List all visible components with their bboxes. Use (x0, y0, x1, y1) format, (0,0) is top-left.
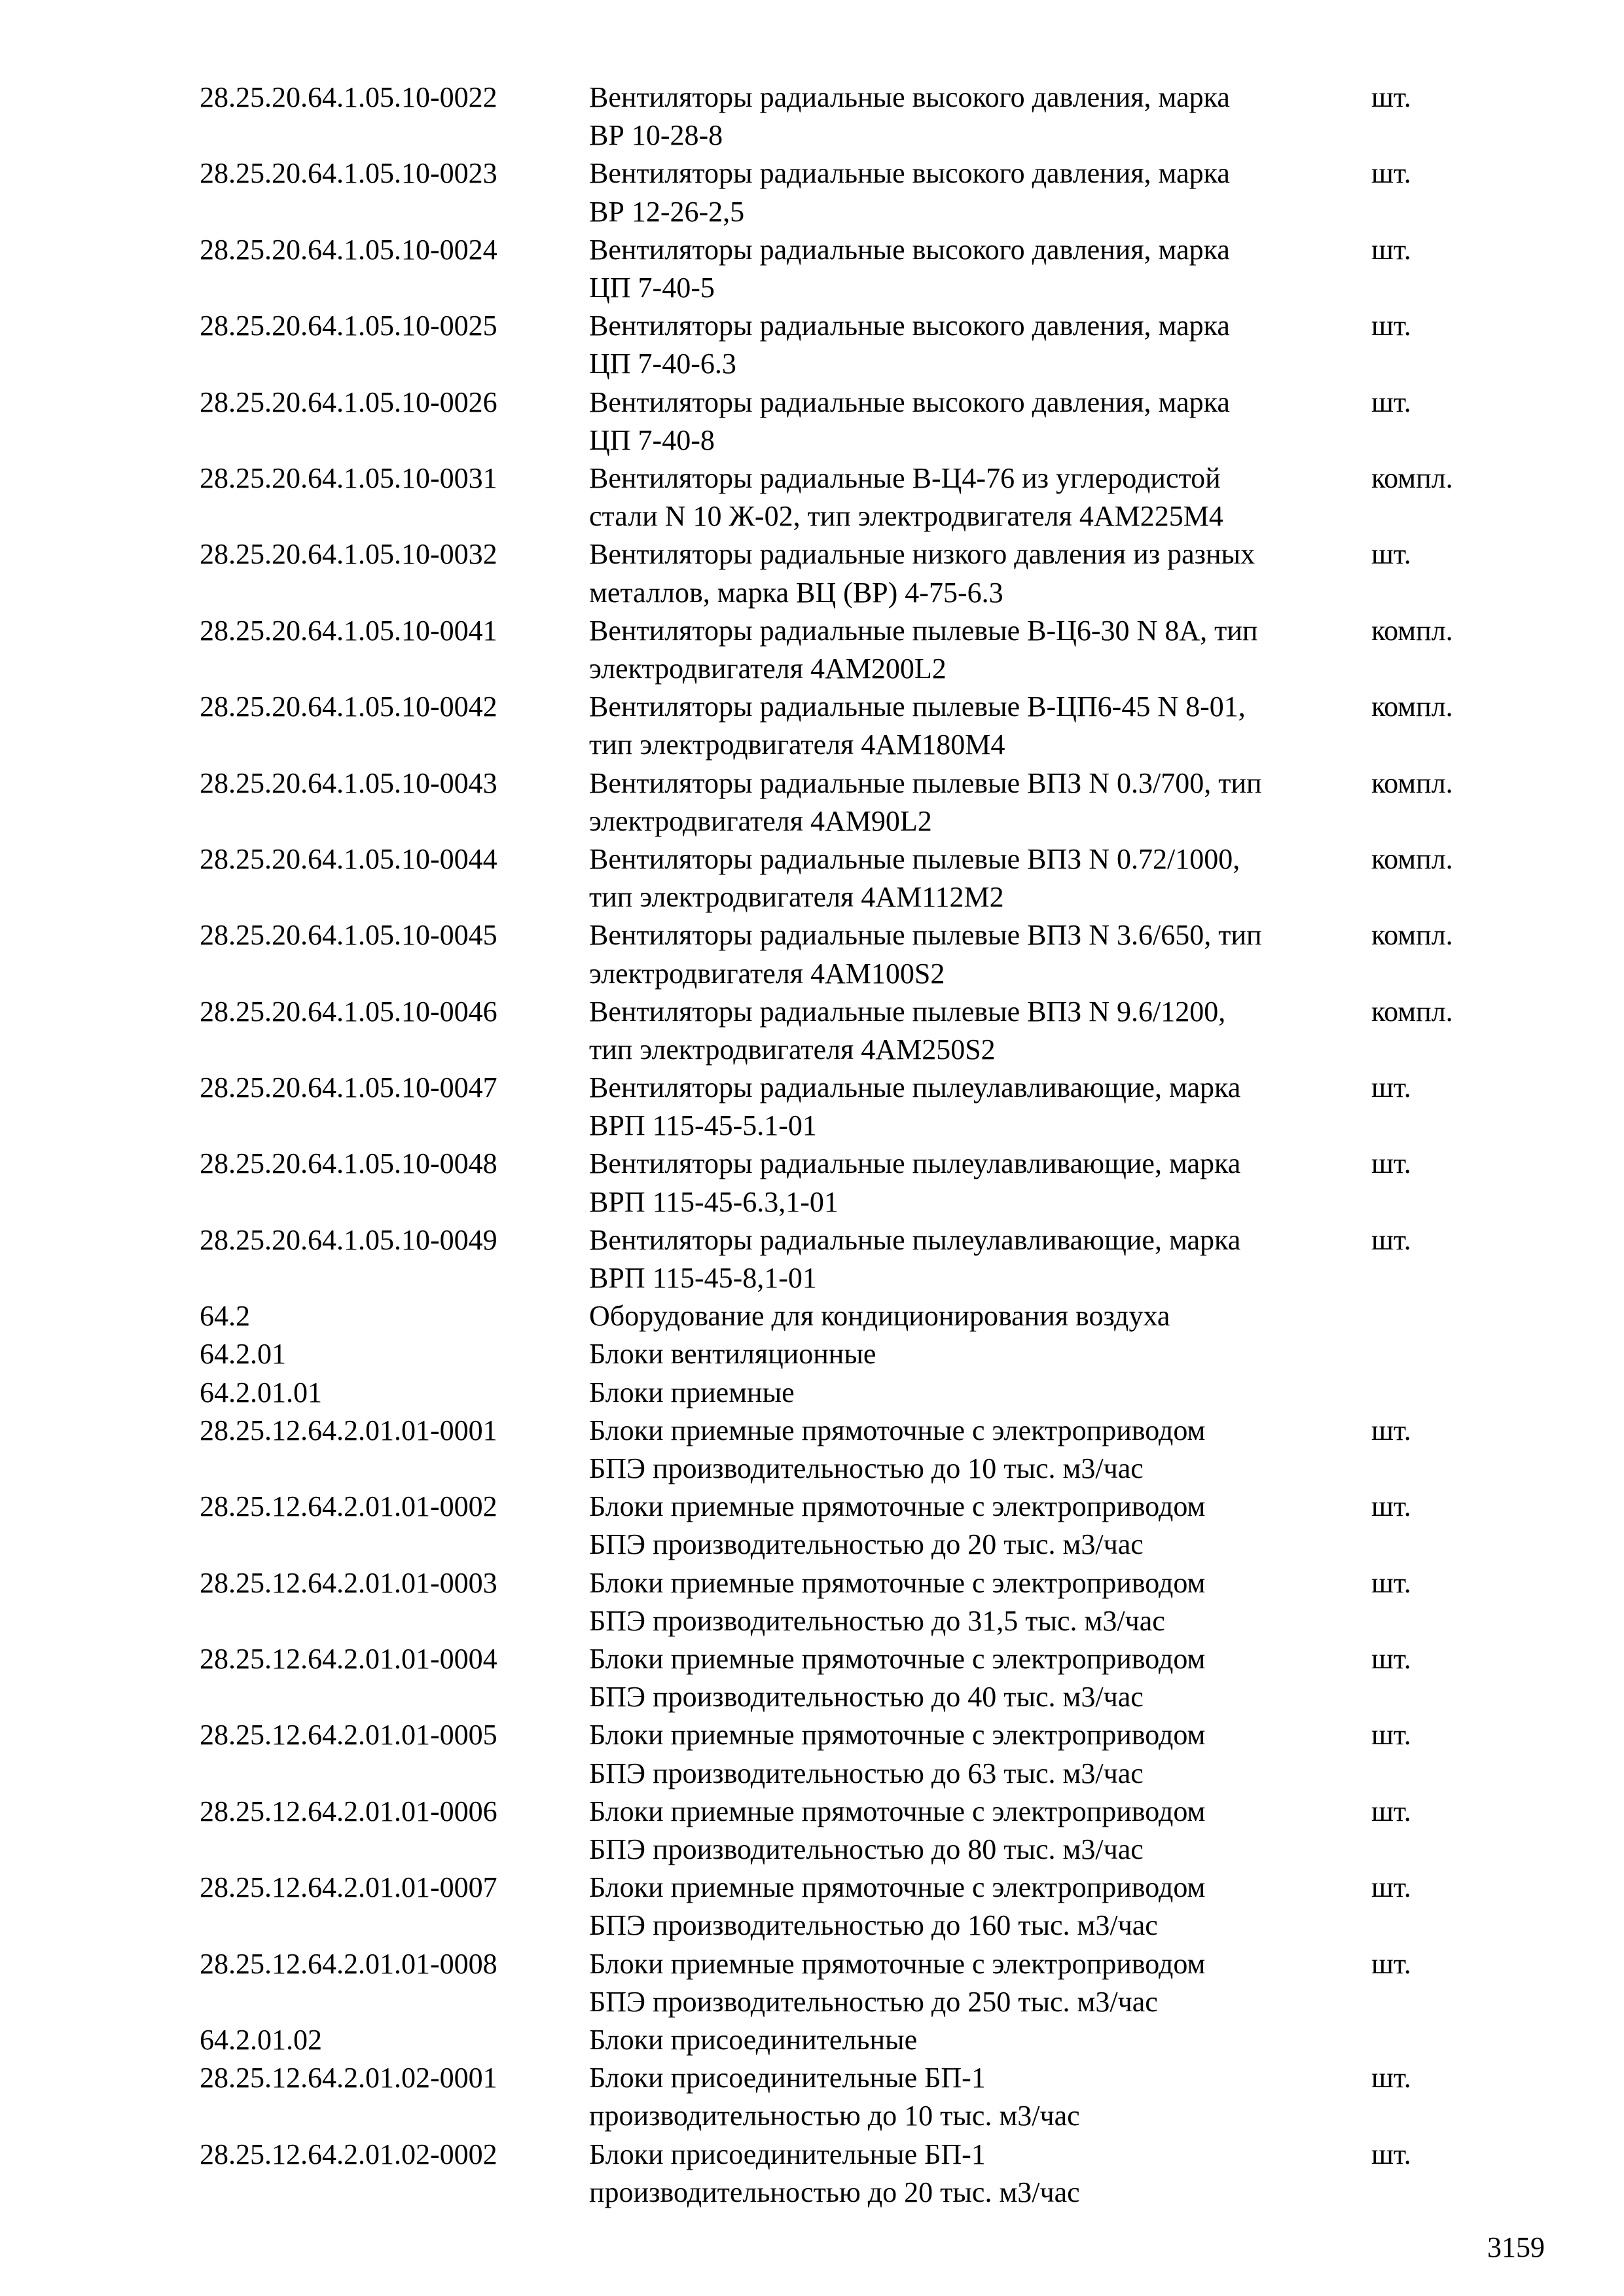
row-unit: шт. (1371, 81, 1411, 113)
row-name-line: Блоки присоединительные (589, 2023, 918, 2056)
row-code: 28.25.12.64.2.01.02-0001 (200, 2062, 497, 2094)
table-row (0, 1640, 1624, 1716)
row-name-line: Вентиляторы радиальные высокого давления, марка (589, 233, 1230, 266)
row-name-line: электродвигателя 4АМ100S2 (589, 957, 945, 990)
row-unit: шт. (1371, 157, 1411, 190)
row-name-line: электродвигателя 4АМ90L2 (589, 804, 932, 837)
row-name-line: БПЭ производительностью до 20 тыс. м3/час (589, 1528, 1144, 1561)
row-name (589, 1335, 1368, 1373)
row-name (589, 612, 1368, 688)
table-row (0, 1069, 1624, 1145)
row-name-line: ВРП 115-45-5.1-01 (589, 1109, 817, 1142)
row-name (589, 79, 1368, 154)
row-unit: шт. (1371, 310, 1411, 342)
table-row (0, 1412, 1624, 1488)
row-name-line: ВРП 115-45-8,1-01 (589, 1262, 817, 1295)
row-name-line: Блоки приемные прямоточные с электроприводом (589, 1795, 1206, 1827)
row-name-line: Вентиляторы радиальные пылеулавливающие, марка (589, 1071, 1241, 1104)
row-name (589, 1412, 1368, 1488)
row-unit: шт. (1371, 1719, 1411, 1751)
row-name-line: Вентиляторы радиальные высокого давления, марка (589, 81, 1230, 113)
row-code: 28.25.20.64.1.05.10-0042 (200, 691, 497, 723)
row-name (589, 1945, 1368, 2021)
page-number: 3159 (1487, 2231, 1545, 2263)
row-name-line: Блоки приемные прямоточные с электроприводом (589, 1642, 1206, 1675)
row-code: 28.25.20.64.1.05.10-0048 (200, 1147, 497, 1180)
row-code: 28.25.20.64.1.05.10-0025 (200, 310, 497, 342)
row-name-line: Блоки приемные прямоточные с электроприводом (589, 1414, 1206, 1446)
row-name (589, 1221, 1368, 1297)
row-name (589, 459, 1368, 535)
row-unit: шт. (1371, 1871, 1411, 1904)
table-row (0, 1945, 1624, 2021)
row-code: 28.25.20.64.1.05.10-0046 (200, 995, 497, 1028)
row-unit: шт. (1371, 2062, 1411, 2094)
table-row (0, 612, 1624, 688)
row-code: 28.25.20.64.1.05.10-0024 (200, 233, 497, 266)
row-name (589, 916, 1368, 992)
row-unit: компл. (1371, 461, 1453, 494)
row-name-line: Блоки приемные (589, 1376, 795, 1408)
row-name-line: ВР 12-26-2,5 (589, 195, 745, 228)
table-row (0, 2136, 1624, 2212)
row-name-line: металлов, марка ВЦ (ВР) 4-75-6.3 (589, 576, 1003, 609)
row-name-line: Вентиляторы радиальные высокого давления, марка (589, 157, 1230, 190)
table-row (0, 79, 1624, 154)
table-row (0, 764, 1624, 840)
row-name-line: стали N 10 Ж-02, тип электродвигателя 4АМ225М4 (589, 500, 1223, 533)
table-row (0, 1374, 1624, 1412)
row-unit: шт. (1371, 233, 1411, 266)
row-name-line: Оборудование для кондиционирования воздуха (589, 1300, 1170, 1333)
row-name-line: Вентиляторы радиальные низкого давления из разных (589, 538, 1255, 571)
row-name-line: ЦП 7-40-6.3 (589, 348, 736, 380)
row-unit: компл. (1371, 919, 1453, 952)
row-unit: компл. (1371, 691, 1453, 723)
row-name-line: тип электродвигателя 4АМ180М4 (589, 728, 1005, 761)
row-name-line: Вентиляторы радиальные пылевые ВПЗ N 0.72/1000, (589, 842, 1240, 875)
row-code: 28.25.12.64.2.01.01-0005 (200, 1719, 497, 1751)
row-unit: компл. (1371, 614, 1453, 647)
row-name (589, 2021, 1368, 2059)
row-name (589, 2059, 1368, 2135)
row-code: 28.25.12.64.2.01.02-0002 (200, 2138, 497, 2170)
row-code: 28.25.20.64.1.05.10-0022 (200, 81, 497, 113)
table-row (0, 384, 1624, 459)
row-unit: шт. (1371, 538, 1411, 571)
row-unit: шт. (1371, 1223, 1411, 1256)
row-code: 28.25.20.64.1.05.10-0041 (200, 614, 497, 647)
row-name (589, 1145, 1368, 1221)
row-name-line: БПЭ производительностью до 40 тыс. м3/час (589, 1681, 1144, 1713)
row-code: 64.2.01.02 (200, 2023, 322, 2056)
row-name (589, 1640, 1368, 1716)
row-name (589, 1716, 1368, 1792)
row-name-line: ВР 10-28-8 (589, 119, 723, 152)
row-name-line: Вентиляторы радиальные пылевые ВПЗ N 0.3/700, тип (589, 766, 1262, 799)
row-code: 28.25.12.64.2.01.01-0004 (200, 1642, 497, 1675)
table-row (0, 1564, 1624, 1640)
row-code: 28.25.12.64.2.01.01-0001 (200, 1414, 497, 1446)
row-name (589, 993, 1368, 1069)
table-row (0, 840, 1624, 916)
row-name (589, 1069, 1368, 1145)
row-unit: шт. (1371, 1071, 1411, 1104)
row-unit: шт. (1371, 1566, 1411, 1599)
row-name-line: тип электродвигателя 4АМ250S2 (589, 1033, 996, 1066)
row-name-line: электродвигателя 4АМ200L2 (589, 652, 947, 685)
row-name-line: БПЭ производительностью до 63 тыс. м3/час (589, 1757, 1144, 1789)
row-name-line: Вентиляторы радиальные пылевые В-Ц6-30 N 8А, тип (589, 614, 1258, 647)
table-row (0, 535, 1624, 611)
row-name-line: ЦП 7-40-8 (589, 423, 715, 456)
row-name-line: БПЭ производительностью до 160 тыс. м3/час (589, 1909, 1158, 1942)
row-name-line: тип электродвигателя 4АМ112М2 (589, 881, 1004, 914)
row-name (589, 384, 1368, 459)
table-row (0, 307, 1624, 383)
row-code: 28.25.20.64.1.05.10-0049 (200, 1223, 497, 1256)
row-unit: шт. (1371, 1490, 1411, 1523)
row-name (589, 1793, 1368, 1869)
row-code: 28.25.20.64.1.05.10-0044 (200, 842, 497, 875)
row-code: 28.25.12.64.2.01.01-0006 (200, 1795, 497, 1827)
row-name-line: БПЭ производительностью до 250 тыс. м3/час (589, 1985, 1158, 2018)
row-name-line: Блоки приемные прямоточные с электроприводом (589, 1947, 1206, 1980)
row-unit: шт. (1371, 1947, 1411, 1980)
row-name-line: Вентиляторы радиальные пылевые ВПЗ N 3.6/650, тип (589, 919, 1262, 952)
row-name-line: Блоки вентиляционные (589, 1338, 876, 1371)
row-code: 64.2.01.01 (200, 1376, 322, 1408)
table-row (0, 459, 1624, 535)
row-unit: компл. (1371, 766, 1453, 799)
table-row (0, 1221, 1624, 1297)
row-code: 64.2 (200, 1300, 250, 1333)
row-code: 28.25.20.64.1.05.10-0023 (200, 157, 497, 190)
table-row (0, 993, 1624, 1069)
row-unit: шт. (1371, 1414, 1411, 1446)
row-name (589, 307, 1368, 383)
row-name (589, 764, 1368, 840)
table-row (0, 1145, 1624, 1221)
row-name-line: Вентиляторы радиальные высокого давления, марка (589, 386, 1230, 418)
table-row (0, 1869, 1624, 1945)
row-name (589, 1488, 1368, 1564)
row-name-line: Вентиляторы радиальные пылевые В-ЦП6-45 N 8-01, (589, 691, 1246, 723)
row-unit: компл. (1371, 842, 1453, 875)
table-row (0, 1793, 1624, 1869)
row-name (589, 688, 1368, 764)
row-name-line: БПЭ производительностью до 10 тыс. м3/час (589, 1452, 1144, 1485)
table-row (0, 1488, 1624, 1564)
table-row (0, 231, 1624, 307)
table-row (0, 2021, 1624, 2059)
table-row (0, 154, 1624, 230)
table-row (0, 1335, 1624, 1373)
row-name-line: Вентиляторы радиальные В-Ц4-76 из углеродистой (589, 461, 1221, 494)
row-code: 28.25.20.64.1.05.10-0045 (200, 919, 497, 952)
row-name (589, 1297, 1368, 1335)
row-name (589, 535, 1368, 611)
row-name (589, 231, 1368, 307)
row-name-line: Блоки присоединительные БП-1 (589, 2138, 986, 2170)
row-name-line: Вентиляторы радиальные пылевые ВПЗ N 9.6/1200, (589, 995, 1226, 1028)
row-code: 28.25.20.64.1.05.10-0047 (200, 1071, 497, 1104)
table-row (0, 688, 1624, 764)
row-name-line: БПЭ производительностью до 31,5 тыс. м3/час (589, 1604, 1165, 1637)
row-name-line: ВРП 115-45-6.3,1-01 (589, 1185, 839, 1218)
row-unit: шт. (1371, 1642, 1411, 1675)
row-code: 28.25.12.64.2.01.01-0007 (200, 1871, 497, 1904)
row-name-line: БПЭ производительностью до 80 тыс. м3/час (589, 1833, 1144, 1865)
row-name-line: ЦП 7-40-5 (589, 271, 715, 304)
table-row (0, 2059, 1624, 2135)
classifier-table (0, 79, 1624, 2212)
row-unit: шт. (1371, 2138, 1411, 2170)
row-code: 28.25.20.64.1.05.10-0043 (200, 766, 497, 799)
row-unit: шт. (1371, 386, 1411, 418)
row-code: 28.25.20.64.1.05.10-0032 (200, 538, 497, 571)
row-code: 28.25.12.64.2.01.01-0008 (200, 1947, 497, 1980)
row-name (589, 840, 1368, 916)
row-unit: компл. (1371, 995, 1453, 1028)
row-name-line: Блоки приемные прямоточные с электроприводом (589, 1490, 1206, 1523)
row-name (589, 154, 1368, 230)
row-code: 28.25.20.64.1.05.10-0031 (200, 461, 497, 494)
row-name-line: производительностью до 20 тыс. м3/час (589, 2176, 1080, 2208)
row-code: 28.25.12.64.2.01.01-0003 (200, 1566, 497, 1599)
row-name (589, 1869, 1368, 1945)
table-row (0, 1716, 1624, 1792)
row-name (589, 1564, 1368, 1640)
table-row (0, 916, 1624, 992)
row-code: 64.2.01 (200, 1338, 286, 1371)
row-name (589, 1374, 1368, 1412)
row-name-line: Блоки присоединительные БП-1 (589, 2062, 986, 2094)
row-unit: шт. (1371, 1795, 1411, 1827)
row-name-line: Вентиляторы радиальные высокого давления, марка (589, 310, 1230, 342)
row-name-line: Блоки приемные прямоточные с электроприводом (589, 1719, 1206, 1751)
row-name-line: Блоки приемные прямоточные с электроприводом (589, 1871, 1206, 1904)
row-code: 28.25.20.64.1.05.10-0026 (200, 386, 497, 418)
row-name-line: производительностью до 10 тыс. м3/час (589, 2100, 1080, 2132)
row-unit: шт. (1371, 1147, 1411, 1180)
row-name-line: Блоки приемные прямоточные с электроприводом (589, 1566, 1206, 1599)
table-row (0, 1297, 1624, 1335)
row-code: 28.25.12.64.2.01.01-0002 (200, 1490, 497, 1523)
row-name (589, 2136, 1368, 2212)
row-name-line: Вентиляторы радиальные пылеулавливающие, марка (589, 1147, 1241, 1180)
row-name-line: Вентиляторы радиальные пылеулавливающие, марка (589, 1223, 1241, 1256)
